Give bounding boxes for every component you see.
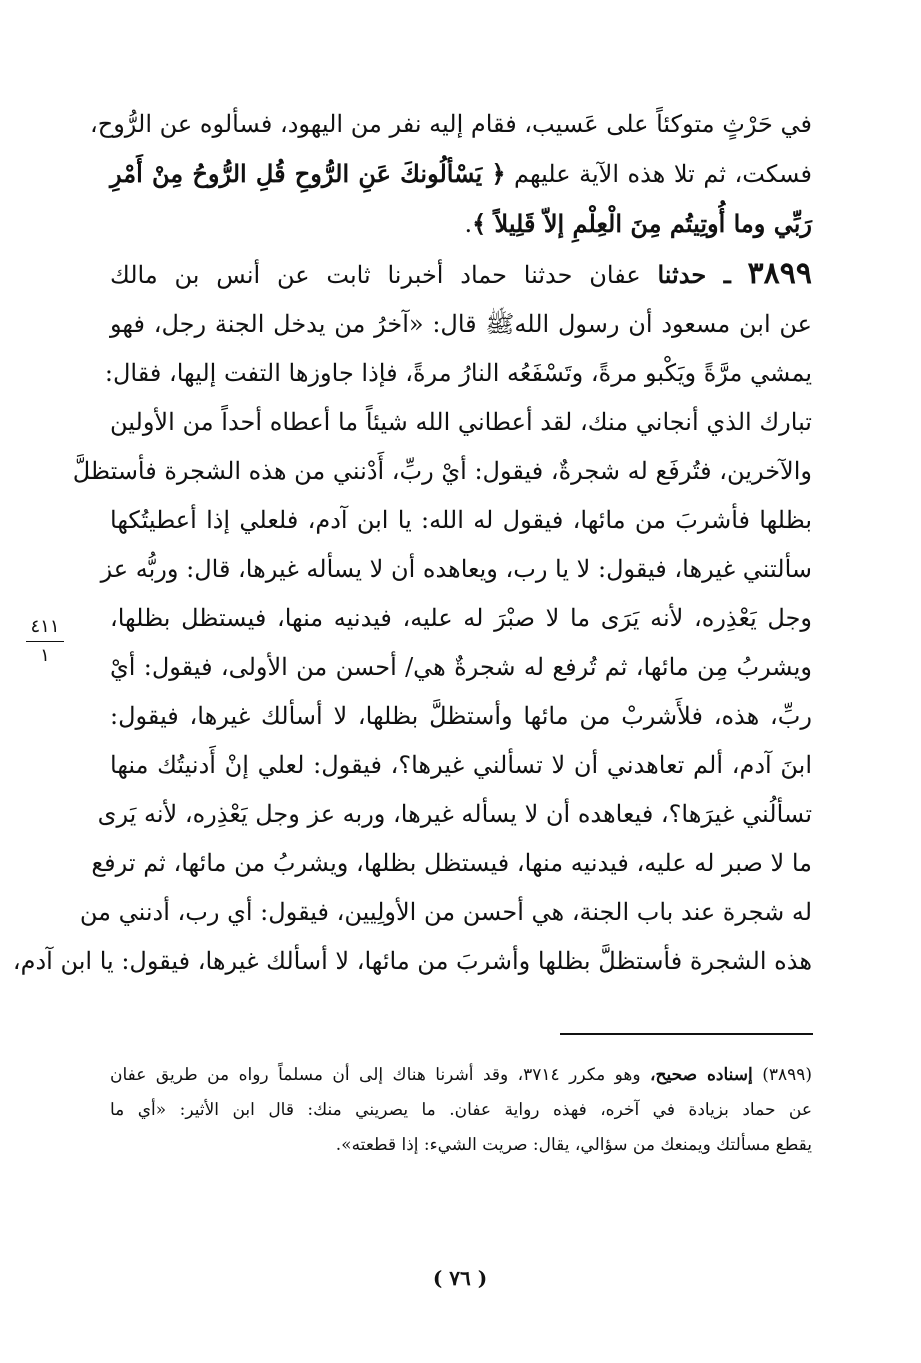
text-line: ويشربُ مِن مائها، ثم تُرفع له شجرةٌ هي/ أحسن من الأولى، فيقول: أيْ	[110, 653, 812, 681]
footnote-line	[110, 1058, 812, 1093]
margin-reference-divider	[26, 641, 64, 642]
text-line: والآخرين، فتُرفَع له شجرةٌ، فيقول: أيْ ربِّ، أَدْنني من هذه الشجرة فأستظلَّ	[72, 457, 812, 485]
text-line: ابنَ آدم، ألم تعاهدني أن لا تسألني غيرها؟، فيقول: لعلي إنْ أَدنيتُك منها	[110, 751, 812, 779]
hadith-first-line	[110, 249, 812, 300]
margin-reference-part: ١	[40, 645, 50, 666]
intro-text: فسكت، ثم تلا هذه الآية عليهم	[514, 160, 812, 188]
margin-reference-volume: ٤١١	[30, 616, 60, 637]
text-line	[110, 149, 812, 199]
footnote	[110, 1058, 812, 1163]
text-line: ربِّ، هذه، فلأَشربْ من مائها وأستظلَّ بظلها، لا أسألك غيرها، فيقول:	[110, 702, 812, 730]
hadith-number: ٣٨٩٩	[747, 256, 812, 291]
hadith-label: ـ حدثنا	[657, 260, 731, 289]
text-line: ما لا صبر له عليه، فيدنيه منها، فيستظل بظلها، ويشربُ من مائها، ثم ترفع	[91, 849, 812, 877]
text-line: عن ابن مسعود أن رسول اللهﷺ قال: «آخرُ من يدخل الجنة رجل، فهو	[110, 310, 812, 338]
text-line: يمشي مرَّةً ويَكْبو مرةً، وتَسْفَعُه النارُ مرةً، فإذا جاوزها التفت إليها، فقال:	[104, 359, 812, 387]
text-line: تسألُني غيرَها؟، فيعاهده أن لا يسأله غيرها، وربه عز وجل يَعْذِره، لأنه يَرى	[97, 800, 812, 828]
text-line	[110, 199, 812, 249]
footnote-grading: إسناده صحيح،	[650, 1065, 753, 1085]
page-number: ( ٧٦ )	[432, 1266, 488, 1290]
footnote-ref: (٣٨٩٩)	[762, 1065, 812, 1085]
footnote-divider	[560, 1033, 813, 1035]
text-line: بظلها فأشربَ من مائها، فيقول له الله: يا ابن آدم، فلعلي إذا أعطيتُكها	[110, 506, 812, 534]
margin-reference	[20, 615, 70, 668]
text-line: تبارك الذي أنجاني منك، لقد أعطاني الله شيئاً ما أعطاه أحداً من الأولين	[110, 408, 812, 436]
footnote-line: يقطع مسألتك ويمنعك من سؤالي، يقال: صريت الشيء: إذا قطعته».	[335, 1135, 812, 1155]
text-line: في حَرْثٍ متوكئاً على عَسيب، فقام إليه نفر من اليهود، فسألوه عن الرُّوح،	[89, 110, 812, 138]
intro-paragraph	[89, 100, 812, 249]
footnote-text: وهو مكرر ٣٧١٤، وقد أشرنا هناك إلى أن مسلماً رواه من طريق عفان	[110, 1065, 641, 1085]
hadith-text: عفان حدثنا حماد أخبرنا ثابت عن أنس بن مالك	[110, 261, 641, 289]
footnote-line: عن حماد بزيادة في آخره، فهذه رواية عفان. ما يصريني منك: قال ابن الأثير: «أي ما	[110, 1100, 812, 1120]
quran-end: .	[464, 210, 473, 238]
text-line: سألتني غيرها، فيقول: لا يا رب، ويعاهده أن لا يسأله غيرها، قال: وربُّه عز	[100, 555, 812, 583]
text-line: له شجرة عند باب الجنة، هي أحسن من الأولِيين، فيقول: أي رب، أدنني من	[79, 898, 812, 926]
quran-verse-continued: رَبِّي وما أُوتِيتُم مِنَ الْعِلْمِ إلاّ قَلِيلاً ﴾	[472, 209, 812, 238]
quran-verse: ﴿ يَسْألُونكَ عَنِ الرُّوحِ قُلِ الرُّوحُ مِنْ أَمْرِ	[110, 159, 506, 188]
text-line: هذه الشجرة فأستظلَّ بظلها وأشربَ من مائها، لا أسألك غيرها، فيقول: يا ابن آدم،	[12, 947, 812, 975]
text-line: وجل يَعْذِره، لأنه يَرَى ما لا صبْرَ له عليه، فيدنيه منها، فيستظل بظلها،	[110, 604, 812, 632]
